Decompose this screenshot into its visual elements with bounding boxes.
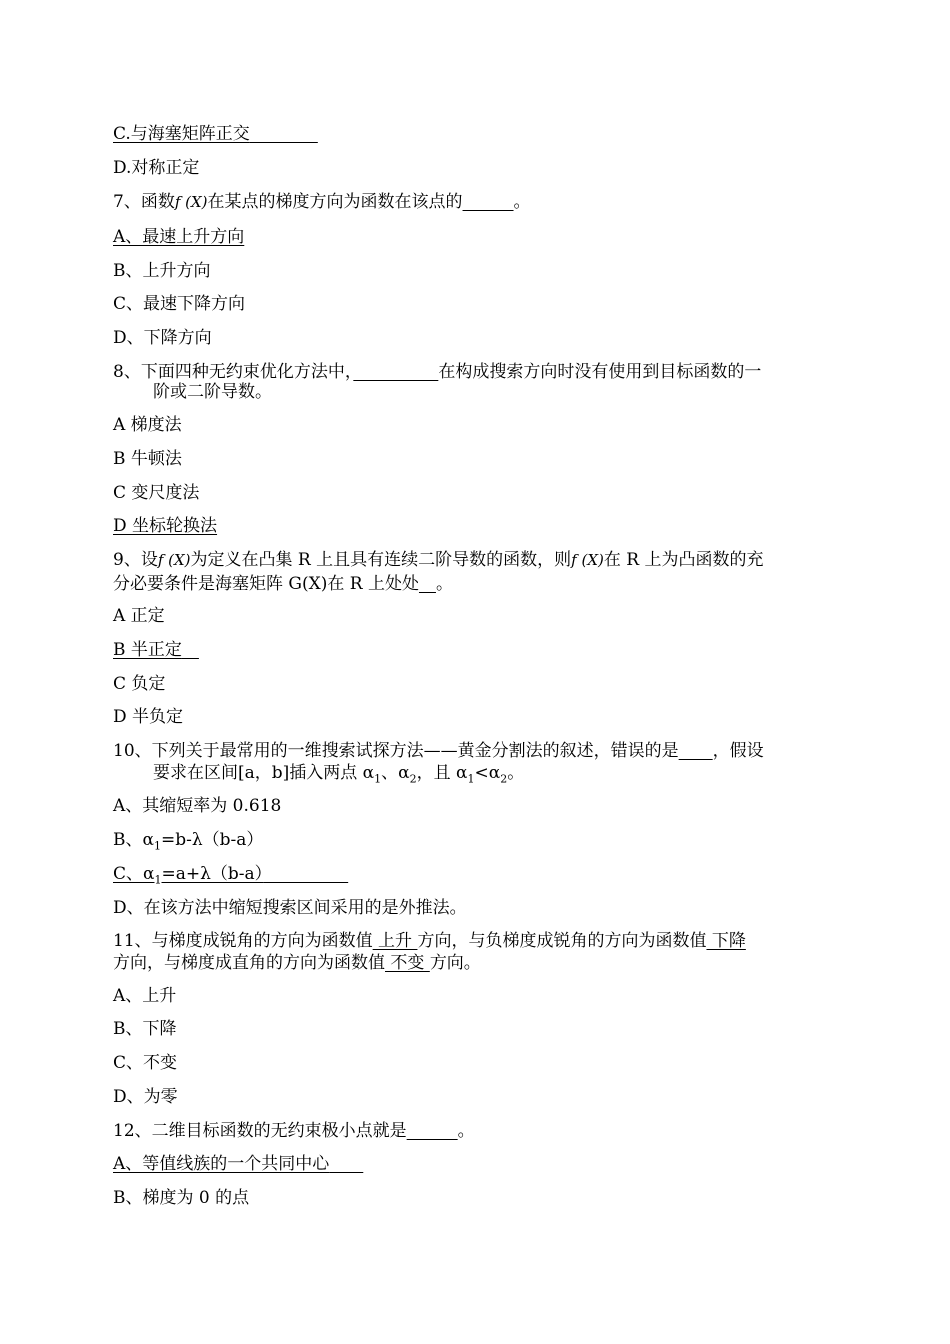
answer-fill: 下降	[706, 931, 746, 951]
option-7d: D、下降方向	[113, 328, 212, 348]
question-8-continued: 阶或二阶导数。	[153, 382, 272, 402]
option-12b: B、梯度为 0 的点	[113, 1188, 250, 1208]
option-8a: A 梯度法	[113, 415, 182, 435]
option-11d: D、为零	[113, 1087, 178, 1107]
answer-fill: 上升	[372, 931, 418, 951]
option-8b: B 牛顿法	[113, 449, 182, 469]
question-11: 11、与梯度成锐角的方向为函数值 上升 方向，与负梯度成锐角的方向为函数值 下降	[113, 931, 746, 951]
question-9: 9、设f (X)为定义在凸集 R 上且具有连续二阶导数的函数，则f (X)在 R 上为凸函数的充	[113, 550, 764, 570]
question-12: 12、二维目标函数的无约束极小点就是 。	[113, 1121, 475, 1141]
option-7b: B、上升方向	[113, 261, 211, 281]
question-11-continued: 方向，与梯度成直角的方向为函数值 不变 方向。	[113, 953, 481, 973]
option-12a: A、等值线族的一个共同中心	[113, 1154, 330, 1174]
option-9c: C 负定	[113, 674, 166, 694]
option-11c: C、不变	[113, 1053, 178, 1073]
question-7: 7、函数f (X)在某点的梯度方向为函数在该点的 。	[113, 192, 531, 212]
option-9d: D 半负定	[113, 707, 184, 727]
answer-fill: 不变	[385, 953, 430, 973]
option-10d: D、在该方法中缩短搜索区间采用的是外推法。	[113, 898, 467, 918]
answer-blank	[679, 741, 713, 761]
option-8c: C 变尺度法	[113, 483, 200, 503]
option-10c: C、$\alpha_1=a+\lambda(b-a)$	[113, 864, 264, 887]
question-10-continued: 要求在区间[a，b]插入两点 $\alpha_1$、$\alpha_2$，且 $\alpha_1<\alpha_2$。	[153, 763, 525, 786]
answer-blank	[419, 574, 436, 594]
question-8: 8、下面四种无约束优化方法中， 在构成搜索方向时没有使用到目标函数的一	[113, 362, 762, 382]
question-10: 10、下列关于最常用的一维搜索试探方法——黄金分割法的叙述，错误的是 ，假设	[113, 741, 764, 761]
option-9b: B 半正定	[113, 640, 182, 660]
option-10b: B、$\alpha_1=b-\lambda(b-a)$	[113, 830, 264, 853]
question-9-continued: 分必要条件是海塞矩阵 G(X)在 R 上处处 。	[113, 574, 453, 594]
answer-blank	[463, 192, 514, 212]
answer-blank	[407, 1121, 458, 1141]
option-11a: A、上升	[113, 986, 177, 1006]
answer-blank	[353, 362, 438, 382]
option-8d: D 坐标轮换法	[113, 516, 218, 536]
option-9a: A 正定	[113, 606, 165, 626]
option-6c: C.与海塞矩阵正交	[113, 124, 250, 144]
option-6d: D.对称正定	[113, 158, 200, 178]
option-10a: A、其缩短率为 0.618	[113, 796, 282, 816]
option-7c: C、最速下降方向	[113, 294, 246, 314]
option-7a: A、最速上升方向	[113, 227, 245, 247]
option-11b: B、下降	[113, 1019, 177, 1039]
